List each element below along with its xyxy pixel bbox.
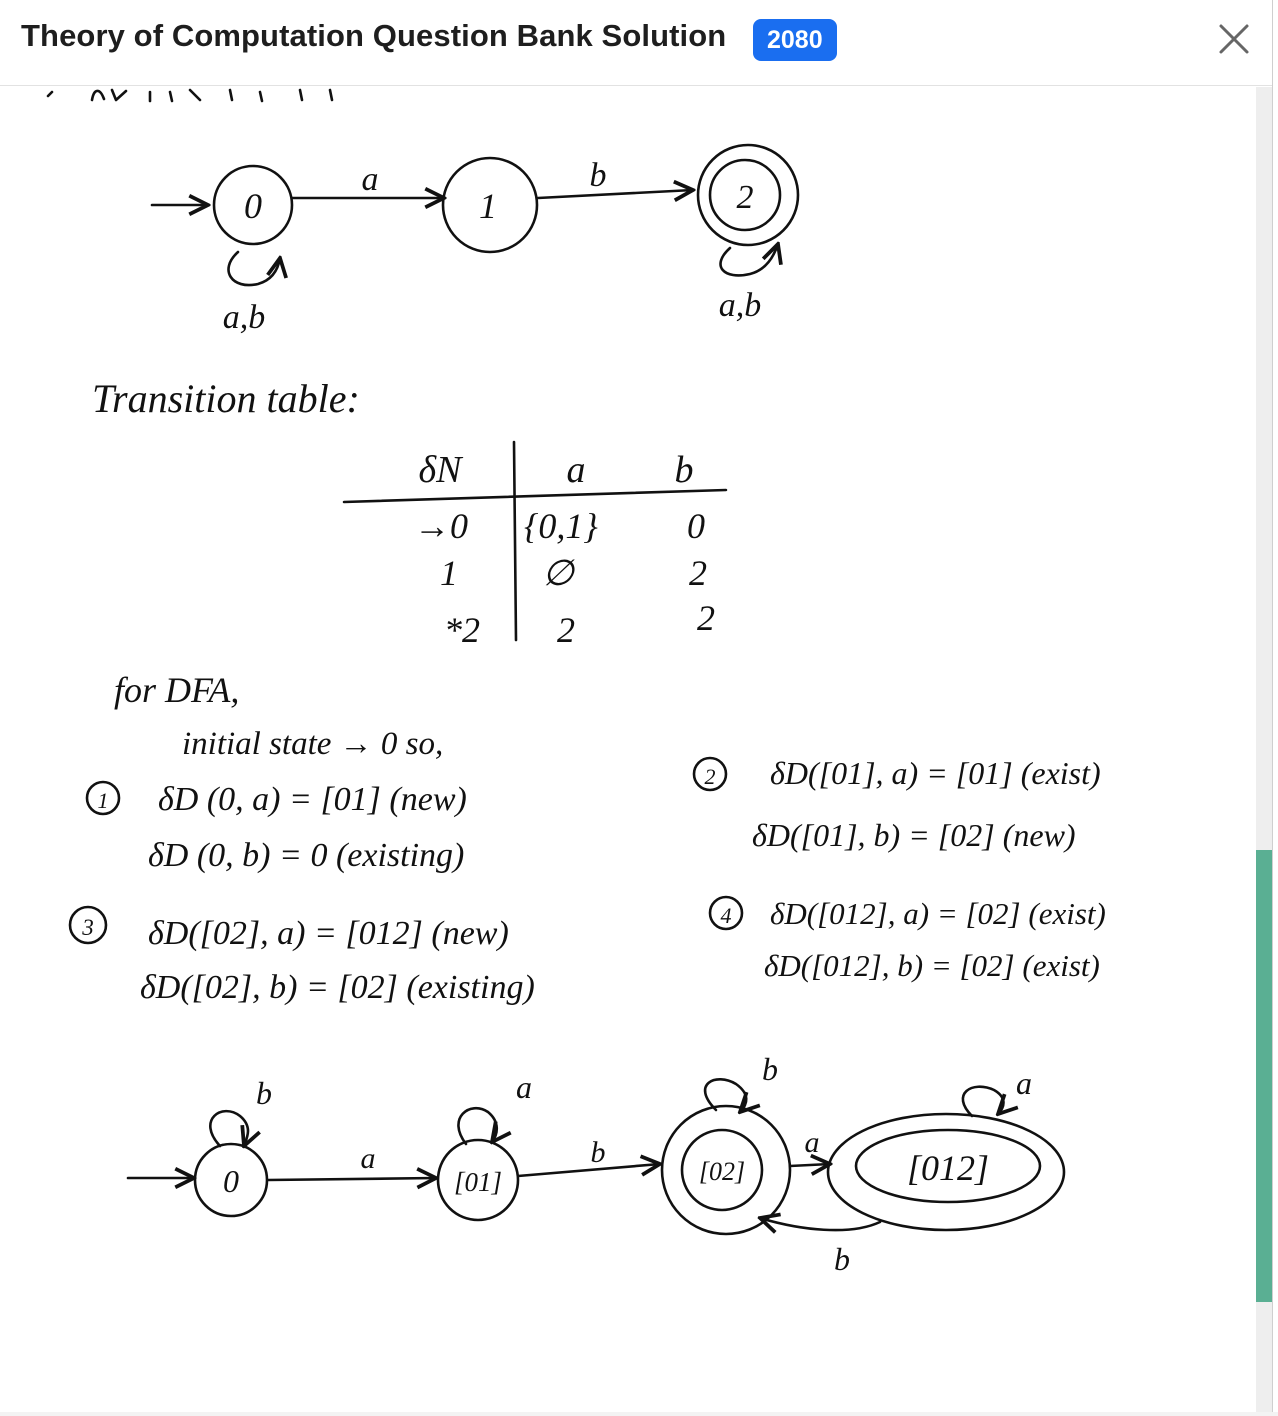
dfa-state-01-label: [01]	[453, 1167, 503, 1197]
solution-image-viewport[interactable]	[0, 87, 1256, 1412]
step-4-line-1: δD([012], a) = [02] (exist)	[770, 896, 1106, 931]
initial-state-note: initial state → 0 so,	[182, 726, 444, 762]
dfa-loop-01-label: a	[516, 1069, 532, 1105]
table-cell-a: ∅	[542, 553, 574, 593]
step-3-line-1: δD([02], a) = [012] (new)	[148, 915, 509, 952]
step-2-line-2: δD([01], b) = [02] (new)	[752, 817, 1076, 853]
dfa-loop-02-label: b	[762, 1051, 778, 1087]
table-header-b: b	[674, 449, 694, 491]
nfa-loop-0-label: a,b	[222, 299, 266, 336]
step-4-number: 4	[720, 903, 732, 928]
table-row-state: *2	[444, 610, 480, 650]
dialog-title: Theory of Computation Question Bank Solution	[21, 18, 727, 53]
close-button[interactable]	[1212, 14, 1256, 62]
nfa-loop-2-label: a,b	[718, 287, 762, 324]
dfa-edge-02-012-label: a	[804, 1126, 820, 1159]
nfa-edge-1-2	[538, 190, 693, 198]
dfa-loop-0-label: b	[256, 1075, 272, 1111]
step-3-line-2: δD([02], b) = [02] (existing)	[140, 969, 535, 1006]
dialog-bottom-edge	[0, 1412, 1278, 1416]
table-header-line	[344, 490, 726, 502]
dfa-state-0-label: 0	[223, 1163, 239, 1199]
dfa-edge-01-02-label: b	[590, 1136, 606, 1169]
transition-table	[92, 376, 726, 650]
for-dfa-label: for DFA,	[114, 670, 240, 710]
nfa-diagram	[152, 145, 798, 336]
table-cell-a: 2	[557, 610, 575, 650]
dfa-edge-0-01-label: a	[360, 1142, 376, 1175]
dfa-edge-012-02	[760, 1218, 880, 1230]
step-2-line-1: δD([01], a) = [01] (exist)	[770, 755, 1101, 791]
table-row-state: →0	[414, 506, 468, 546]
dfa-construction-notes	[70, 670, 1106, 1006]
nfa-state-1-label: 1	[479, 186, 497, 226]
dfa-edge-02-012	[790, 1164, 830, 1166]
close-icon	[1212, 14, 1256, 62]
nfa-edge-b-label: b	[589, 157, 607, 194]
table-column-line	[514, 442, 516, 640]
step-3-number: 3	[82, 915, 94, 940]
dfa-edge-012-02-label: b	[834, 1241, 850, 1277]
table-header-state: δN	[418, 449, 462, 491]
step-4-line-2: δD([012], b) = [02] (exist)	[764, 948, 1100, 983]
dfa-loop-012-label: a	[1016, 1065, 1032, 1101]
table-cell-a: {0,1}	[524, 506, 598, 546]
dfa-state-02-label: [02]	[698, 1157, 746, 1186]
dfa-edge-0-01	[268, 1178, 436, 1180]
nfa-edge-a-label: a	[361, 161, 379, 198]
scrollbar-thumb[interactable]	[1256, 850, 1272, 1302]
step-1-line-1: δD (0, a) = [01] (new)	[158, 781, 467, 818]
table-header-a: a	[566, 449, 586, 491]
dfa-loop-0	[210, 1111, 248, 1146]
background-panel-edge	[1272, 0, 1278, 1416]
step-1-line-2: δD (0, b) = 0 (existing)	[148, 837, 465, 874]
nfa-loop-2	[721, 244, 778, 275]
nfa-loop-0	[229, 252, 280, 285]
table-cell-b: 2	[689, 553, 707, 593]
dialog-header	[0, 0, 1272, 86]
handwritten-solution	[0, 87, 1256, 1412]
nfa-state-2-label: 2	[736, 179, 754, 216]
nfa-state-0-label: 0	[244, 186, 262, 226]
table-row-state: 1	[440, 553, 458, 593]
dfa-edge-01-02	[518, 1164, 660, 1176]
dfa-state-012-label: [012]	[906, 1148, 990, 1188]
year-badge: 2080	[753, 19, 837, 61]
transition-table-heading: Transition table:	[92, 376, 360, 421]
dfa-diagram	[128, 1051, 1064, 1277]
table-cell-b: 0	[687, 506, 705, 546]
table-cell-b: 2	[697, 598, 715, 638]
dfa-loop-012	[963, 1087, 1004, 1116]
step-2-number: 2	[704, 764, 716, 789]
step-1-number: 1	[97, 788, 109, 813]
dfa-loop-01	[458, 1108, 496, 1144]
